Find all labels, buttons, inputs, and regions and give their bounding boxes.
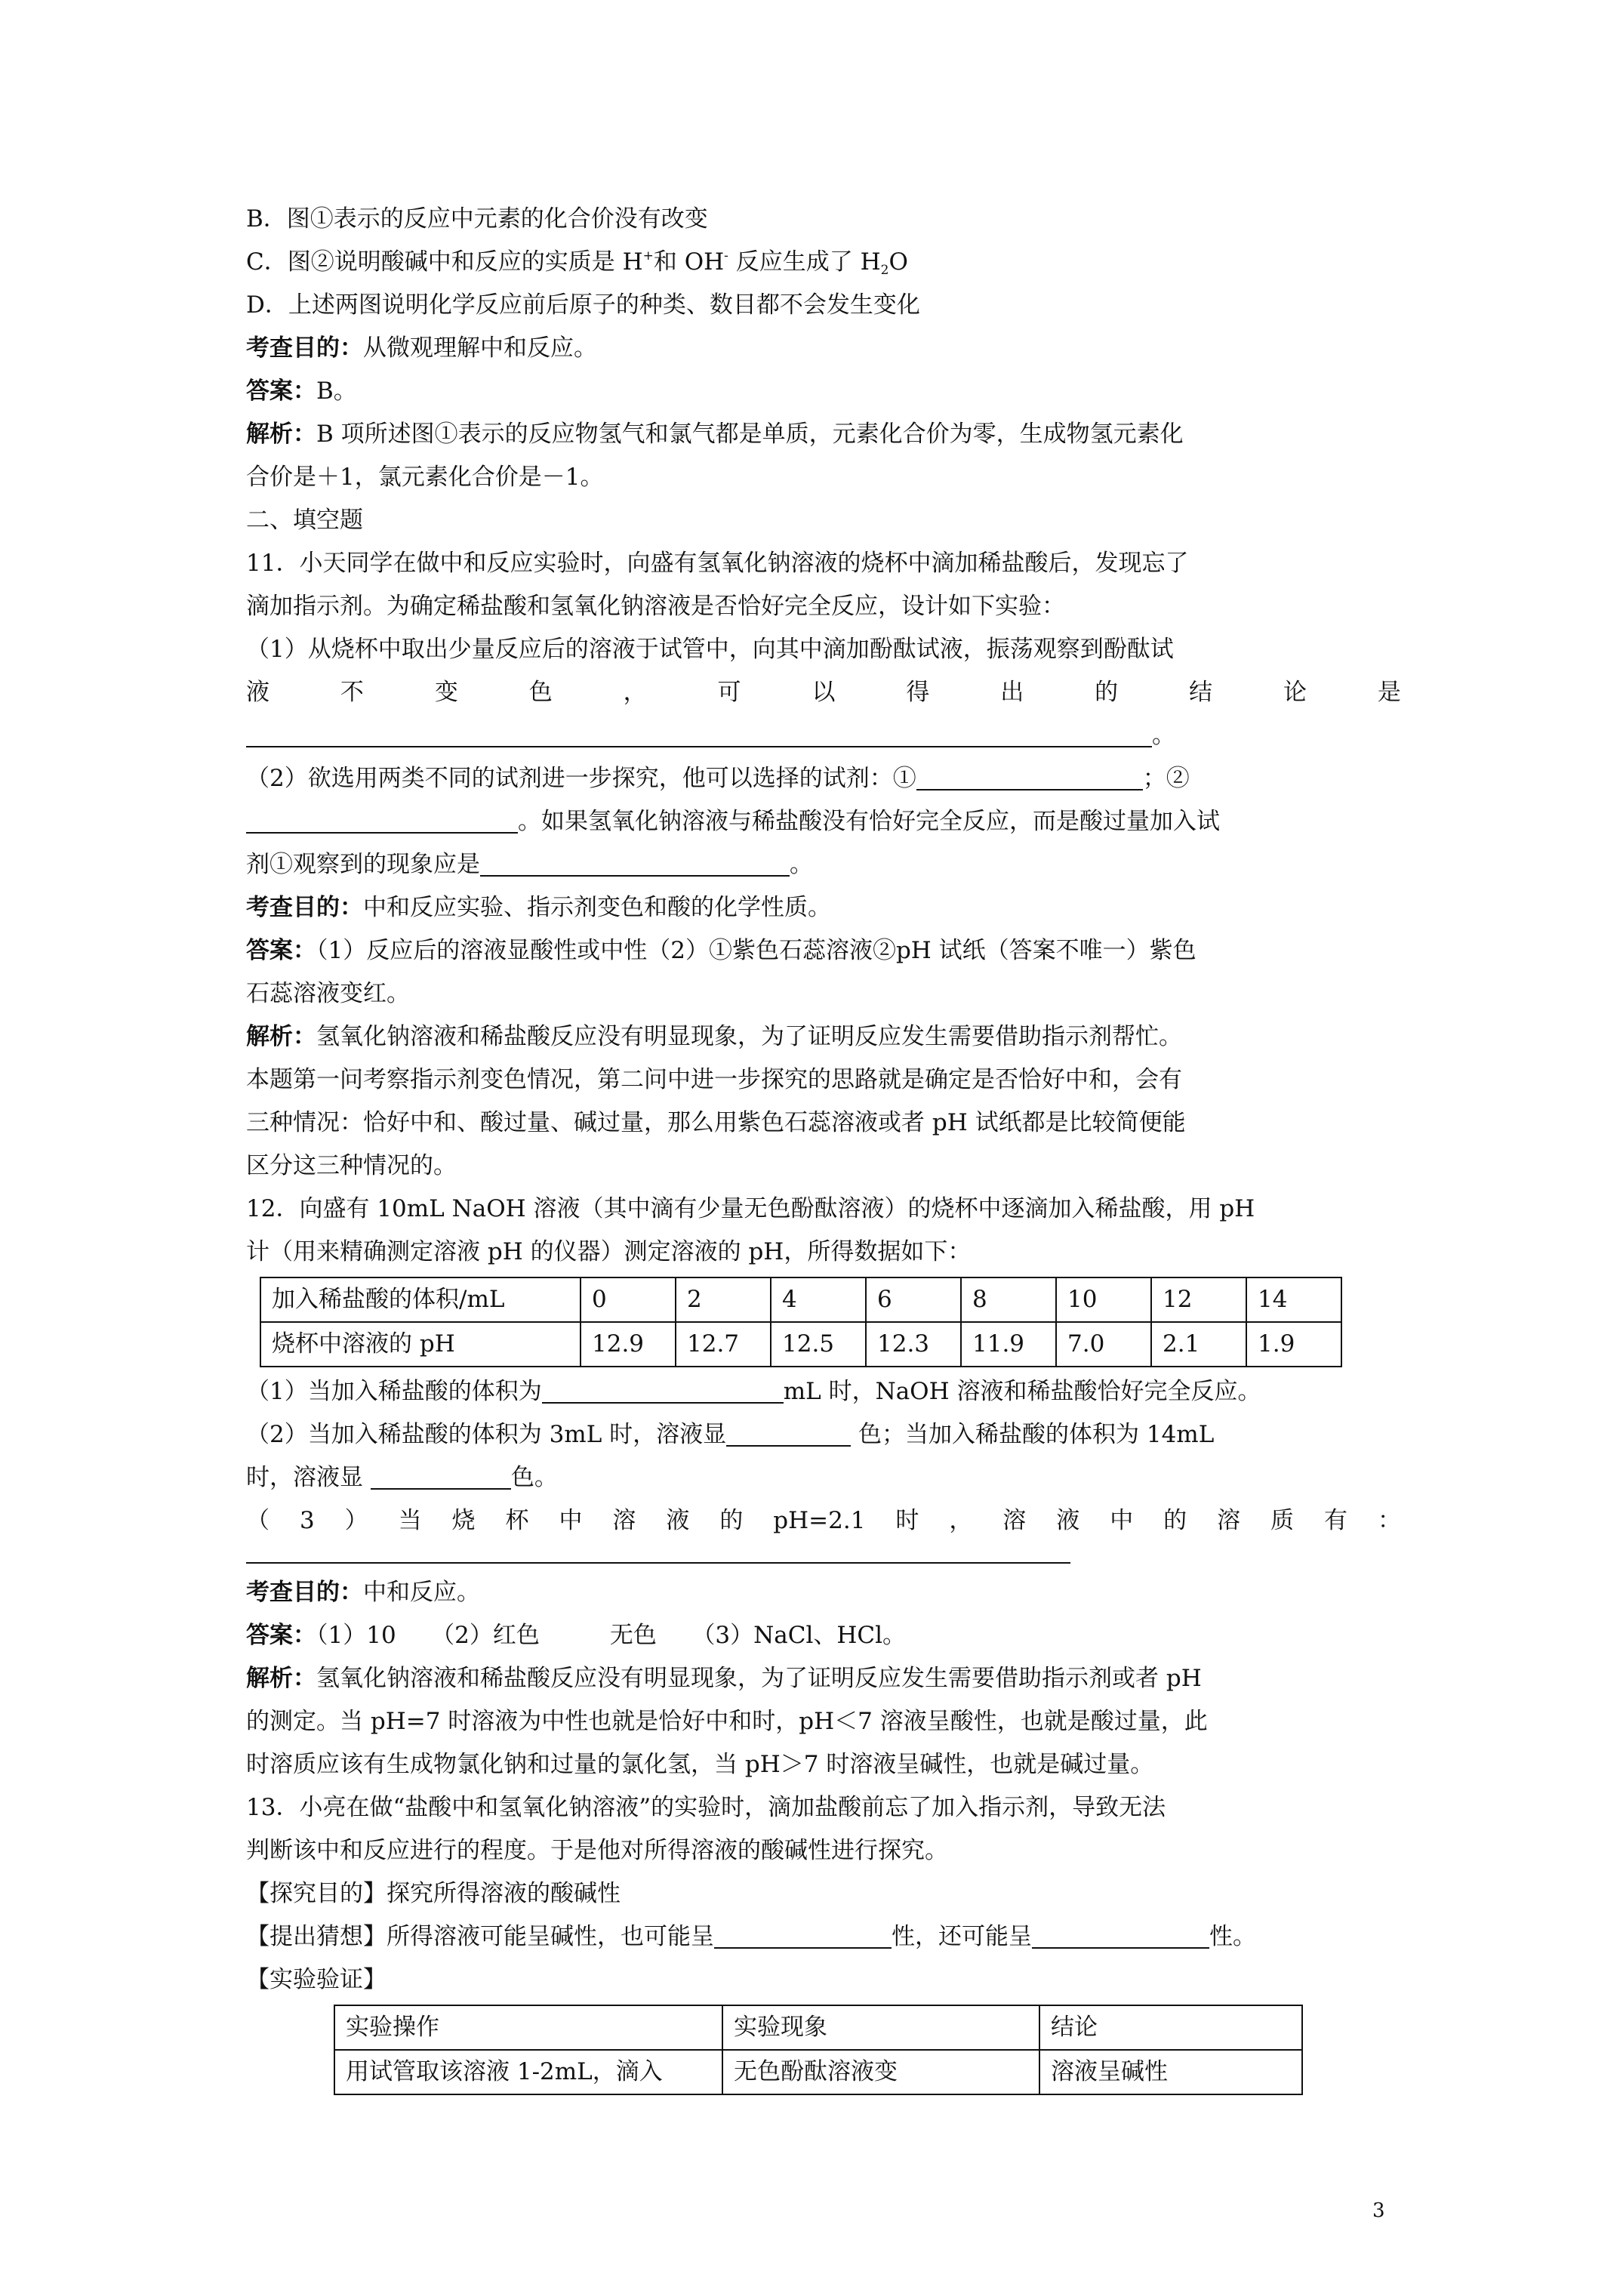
q11-answer — [246, 929, 1401, 972]
q12-part2-text-3: 时，溶液显 — [246, 1464, 371, 1491]
table-header-row — [334, 2005, 1302, 2050]
goal-label: 考查目的： — [246, 894, 363, 921]
experiment-table — [334, 2005, 1303, 2095]
section-heading: 二、填空题 — [246, 507, 363, 534]
q13-verify-heading: 【实验验证】 — [246, 1966, 387, 1993]
q11-stem: 11．小天同学在做中和反应实验时，向盛有氢氧化钠溶液的烧杯中滴加稀盐酸后，发现忘了 — [246, 550, 1189, 577]
option-d: D．上述两图说明化学反应前后原子的种类、数目都不会发生变化 — [246, 291, 920, 319]
goal-text: 从微观理解中和反应。 — [363, 334, 597, 362]
analysis-text: 氢氧化钠溶液和稀盐酸反应没有明显现象，为了证明反应发生需要借助指示剂帮忙。 — [316, 1023, 1182, 1050]
q12-stem: 12．向盛有 10mL NaOH 溶液（其中滴有少量无色酚酞溶液）的烧杯中逐滴加入稀盐酸，用 pH — [246, 1195, 1255, 1222]
period: 。 — [790, 851, 813, 878]
q11-answer-cont: 石蕊溶液变红。 — [246, 980, 410, 1007]
q12-analysis-cont2: 时溶质应该有生成物氯化钠和过量的氯化氢，当 pH＞7 时溶液呈碱性，也就是碱过量。 — [246, 1751, 1154, 1778]
option-c-text-4: O — [888, 248, 908, 276]
q11-part2-text-2: ；② — [1142, 765, 1190, 792]
spaced-char: 得 — [906, 679, 930, 706]
row-header: 加入稀盐酸的体积/mL — [260, 1277, 581, 1322]
table-cell: 12 — [1151, 1277, 1246, 1322]
spaced-char: ， — [949, 1507, 973, 1534]
q11-stem-cont: 滴加指示剂。为确定稀盐酸和氢氧化钠溶液是否恰好完全反应，设计如下实验： — [246, 593, 1065, 620]
analysis-label: 解析： — [246, 1023, 316, 1050]
analysis-label: 解析： — [246, 1665, 316, 1692]
q13-purpose: 【探究目的】探究所得溶液的酸碱性 — [246, 1880, 621, 1907]
q12-part2 — [246, 1413, 1401, 1456]
answer-blank[interactable] — [371, 1462, 511, 1490]
q11-part2-text-3: 。如果氢氧化钠溶液与稀盐酸没有恰好完全反应，而是酸过量加入试 — [518, 808, 1220, 835]
table-cell: 11.9 — [961, 1322, 1056, 1367]
q11-part1: （1）从烧杯中取出少量反应后的溶液于试管中，向其中滴加酚酞试液，振荡观察到酚酞试 — [246, 636, 1174, 663]
answer-blank[interactable] — [542, 1376, 784, 1404]
q10-answer — [246, 370, 1401, 413]
spaced-char: 出 — [1000, 679, 1024, 706]
table-cell: 0 — [581, 1277, 676, 1322]
answer-blank[interactable] — [714, 1922, 892, 1949]
q13-guess-text: 【提出猜想】所得溶液可能呈碱性，也可能呈 — [246, 1923, 714, 1950]
answer-label: 答案： — [246, 937, 316, 964]
q13-guess-text-2: 性，还可能呈 — [892, 1923, 1032, 1950]
table-cell: 8 — [961, 1277, 1056, 1322]
q12-part1-text: （1）当加入稀盐酸的体积为 — [246, 1378, 542, 1405]
answer-blank[interactable] — [916, 763, 1143, 791]
q12-part1-text-2: mL 时，NaOH 溶液和稀盐酸恰好完全反应。 — [783, 1378, 1261, 1405]
answer-label: 答案： — [246, 1622, 316, 1649]
spaced-char: ， — [623, 679, 647, 706]
goal-label: 考查目的： — [246, 1579, 363, 1606]
q12-part3-spaced — [246, 1499, 1401, 1542]
answer-text: B。 — [316, 378, 357, 405]
spaced-char: 是 — [1377, 679, 1401, 706]
spaced-char: 当 — [398, 1507, 422, 1534]
spaced-char: 以 — [812, 679, 836, 706]
table-cell: 无色酚酞溶液变 — [722, 2050, 1039, 2094]
spaced-char: 液 — [1056, 1507, 1080, 1534]
q10-analysis — [246, 413, 1401, 456]
spaced-char: 时 — [895, 1507, 919, 1534]
q11-part1-spaced — [246, 671, 1401, 714]
table-cell: 12.5 — [771, 1322, 866, 1367]
table-row — [334, 2050, 1302, 2094]
spaced-char: 杯 — [505, 1507, 529, 1534]
analysis-label: 解析： — [246, 421, 316, 448]
spaced-char: 不 — [340, 679, 364, 706]
spaced-char: 液 — [246, 679, 269, 706]
column-header: 实验操作 — [334, 2005, 722, 2050]
answer-label: 答案： — [246, 378, 316, 405]
q12-analysis — [246, 1657, 1401, 1700]
option-c-text: C．图②说明酸碱中和反应的实质是 H — [246, 248, 643, 276]
page-number: 3 — [1372, 2199, 1385, 2222]
spaced-char: 论 — [1283, 679, 1307, 706]
option-b: B．图①表示的反应中元素的化合价没有改变 — [246, 205, 708, 233]
q13-guess-text-3: 性。 — [1209, 1923, 1256, 1950]
spaced-char: 的 — [1095, 679, 1119, 706]
q11-analysis-cont3: 区分这三种情况的。 — [246, 1152, 457, 1179]
spaced-char: 烧 — [451, 1507, 476, 1534]
q13-stem-cont: 判断该中和反应进行的程度。于是他对所得溶液的酸碱性进行探究。 — [246, 1837, 948, 1864]
answer-blank[interactable] — [246, 1542, 1070, 1564]
spaced-char: 中 — [559, 1507, 583, 1534]
table-cell: 溶液呈碱性 — [1039, 2050, 1302, 2094]
q12-part1 — [246, 1370, 1401, 1413]
table-cell: 4 — [771, 1277, 866, 1322]
table-row — [260, 1277, 1341, 1322]
table-cell: 1.9 — [1246, 1322, 1341, 1367]
spaced-char: 色 — [528, 679, 553, 706]
table-cell: 10 — [1056, 1277, 1151, 1322]
spaced-char: 溶 — [612, 1507, 636, 1534]
q11-part2-cont — [246, 800, 1401, 843]
row-header: 烧杯中溶液的 pH — [260, 1322, 581, 1367]
goal-label: 考查目的： — [246, 334, 363, 362]
q12-stem-cont: 计（用来精确测定溶液 pH 的仪器）测定溶液的 pH，所得数据如下： — [246, 1238, 972, 1265]
analysis-text: B 项所述图①表示的反应物氢气和氯气都是单质，元素化合价为零，生成物氢元素化 — [316, 421, 1184, 448]
q10-goal — [246, 327, 1401, 370]
answer-blank[interactable] — [1032, 1922, 1209, 1949]
spaced-char: ） — [344, 1507, 368, 1534]
q11-part2 — [246, 757, 1401, 800]
option-c-text-3: 反应生成了 H — [728, 248, 881, 276]
table-row — [260, 1322, 1341, 1367]
q12-answer — [246, 1614, 1401, 1657]
answer-text: （1）10 （2）红色 无色 （3）NaCl、HCl。 — [316, 1622, 907, 1649]
q13-stem: 13．小亮在做“盐酸中和氢氧化钠溶液”的实验时，滴加盐酸前忘了加入指示剂，导致无法 — [246, 1794, 1166, 1821]
q11-part2-text-4: 剂①观察到的现象应是 — [246, 851, 480, 878]
spaced-char: pH=2.1 — [773, 1507, 866, 1534]
goal-text: 中和反应实验、指示剂变色和酸的化学性质。 — [363, 894, 831, 921]
spaced-char: ： — [1377, 1507, 1401, 1534]
page-content — [246, 198, 1401, 2095]
column-header: 结论 — [1039, 2005, 1302, 2050]
q11-analysis — [246, 1015, 1401, 1059]
spaced-char: 的 — [1163, 1507, 1187, 1534]
spaced-char: 结 — [1189, 679, 1213, 706]
spaced-char: 的 — [719, 1507, 744, 1534]
spaced-char: 液 — [666, 1507, 690, 1534]
q10-analysis-cont: 合价是＋1，氯元素化合价是－1。 — [246, 464, 604, 491]
water-subscript: 2 — [880, 263, 889, 278]
spaced-char: 变 — [434, 679, 458, 706]
q13-guess — [246, 1915, 1401, 1959]
goal-text: 中和反应。 — [363, 1579, 480, 1606]
spaced-char: 质 — [1270, 1507, 1295, 1534]
table-cell: 7.0 — [1056, 1322, 1151, 1367]
table-cell: 2.1 — [1151, 1322, 1246, 1367]
ph-data-table — [260, 1277, 1342, 1367]
period: 。 — [1152, 722, 1175, 749]
hydrogen-ion-charge: + — [642, 248, 654, 264]
table-cell: 6 — [866, 1277, 961, 1322]
q12-part2-cont — [246, 1456, 1401, 1499]
column-header: 实验现象 — [722, 2005, 1039, 2050]
q12-part2-text-4: 色。 — [510, 1464, 558, 1491]
spaced-char: 有 — [1324, 1507, 1347, 1534]
q11-part1-answer-line — [246, 714, 1401, 757]
answer-blank[interactable] — [246, 806, 518, 834]
q12-analysis-cont: 的测定。当 pH=7 时溶液为中性也就是恰好中和时，pH＜7 溶液呈酸性，也就是酸过量，此 — [246, 1708, 1208, 1735]
q11-analysis-cont: 本题第一问考察指示剂变色情况，第二问中进一步探究的思路就是确定是否恰好中和，会有 — [246, 1066, 1182, 1093]
answer-text: （1）反应后的溶液显酸性或中性（2）①紫色石蕊溶液②pH 试纸（答案不唯一）紫色 — [316, 937, 1196, 964]
q12-part2-text-2: 色；当加入稀盐酸的体积为 14mL — [851, 1421, 1215, 1448]
option-c — [246, 241, 1401, 284]
spaced-char: （ — [246, 1507, 269, 1534]
table-cell: 12.3 — [866, 1322, 961, 1367]
table-cell: 12.9 — [581, 1322, 676, 1367]
spaced-char: 可 — [717, 679, 741, 706]
q12-part2-text: （2）当加入稀盐酸的体积为 3mL 时，溶液显 — [246, 1421, 727, 1448]
option-c-text-2: 和 OH — [653, 248, 725, 276]
answer-blank[interactable] — [246, 720, 1152, 747]
q11-analysis-cont2: 三种情况：恰好中和、酸过量、碱过量，那么用紫色石蕊溶液或者 pH 试纸都是比较简便能 — [246, 1109, 1186, 1136]
analysis-text: 氢氧化钠溶液和稀盐酸反应没有明显现象，为了证明反应发生需要借助指示剂或者 pH — [316, 1665, 1202, 1692]
table-cell: 14 — [1246, 1277, 1341, 1322]
table-cell: 2 — [676, 1277, 771, 1322]
q11-part2-text: （2）欲选用两类不同的试剂进一步探究，他可以选择的试剂：① — [246, 765, 916, 792]
table-cell: 用试管取该溶液 1-2mL，滴入 — [334, 2050, 722, 2094]
spaced-char: 溶 — [1217, 1507, 1241, 1534]
hydroxide-ion-charge: - — [724, 248, 728, 264]
answer-blank[interactable] — [726, 1419, 851, 1447]
spaced-char: 3 — [299, 1507, 315, 1534]
q11-goal — [246, 886, 1401, 929]
table-cell: 12.7 — [676, 1322, 771, 1367]
q11-part2-cont2 — [246, 843, 1401, 886]
q12-goal — [246, 1571, 1401, 1614]
spaced-char: 中 — [1110, 1507, 1134, 1534]
answer-blank[interactable] — [480, 849, 790, 877]
spaced-char: 溶 — [1002, 1507, 1027, 1534]
